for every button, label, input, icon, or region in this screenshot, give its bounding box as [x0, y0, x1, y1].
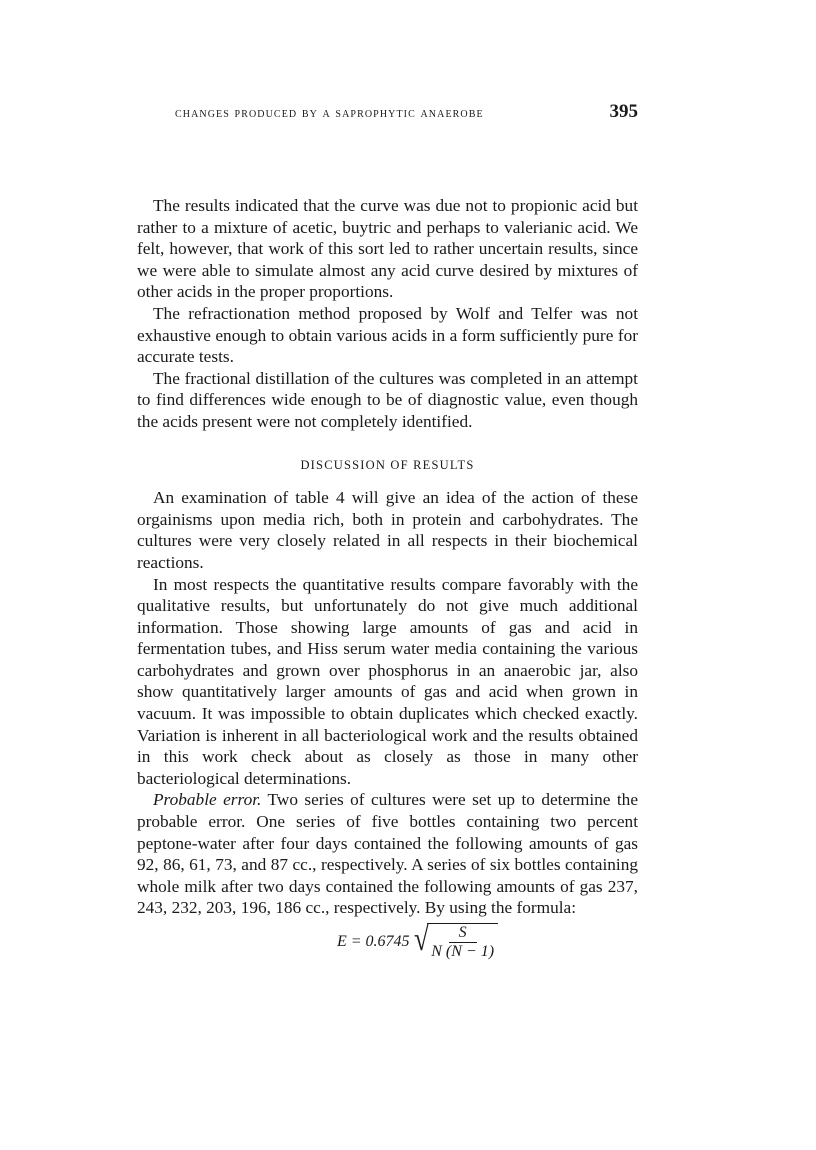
radical-sign-icon: √: [413, 921, 429, 958]
formula-lhs: E = 0.6745: [336, 933, 410, 951]
paragraph-probable-error: [137, 789, 638, 919]
paragraph: The fractional distillation of the cultures was completed in an attempt to find differences wide enough to be of diagnostic value, even though the acids present were not completely identified.: [137, 368, 638, 431]
probable-error-label: Probable error.: [153, 790, 262, 810]
square-root: [412, 923, 498, 961]
body-text: [137, 195, 638, 961]
section-title: DISCUSSION OF RESULTS: [300, 457, 475, 472]
paragraph: The refractionation method proposed by Wolf and Telfer was not exhaustive enough to obtain various acids in a form sufficiently pure for accurate tests.: [137, 303, 638, 367]
paragraph: An examination of table 4 will give an idea of the action of these orgainisms upon media rich, both in protein and carbohydrates. The cultures were very closely related in all respects in their biochemical reactions.: [137, 488, 638, 572]
page-number: 395: [609, 101, 638, 122]
page-header: [175, 101, 638, 123]
probable-error-text: Two series of cultures were set up to determine the probable error. One series of five bottles containing two percent peptone-water after four days contained the following amounts of gas 92, 86, 61, 73, and 87 cc., respectively. A series of six bottles containing whole milk after two days contained the following amounts of gas 237, 243, 232, 203, 196, 186 cc., respectively. By using the formula:: [137, 790, 638, 918]
probable-error-formula: [197, 923, 638, 961]
paragraph: In most respects the quantitative results compare favorably with the qualitative results, but unfortunately do not give much additional information. Those showing large amounts of gas and acid in fermentation tubes, and Hiss serum water media containing the various carbohydrates and grown over phosphorus in an anaerobic jar, also show quantitatively larger amounts of gas and acid when grown in vacuum. It was impossible to obtain duplicates which checked exactly. Variation is inherent in all bacteriological work and the results obtained in this work check about as closely as those in many other bacteriological determinations.: [137, 574, 638, 788]
formula-numerator: S: [449, 924, 477, 943]
running-title: changes produced by a saprophytic anaerobe: [175, 106, 484, 121]
formula-denominator: N (N − 1): [431, 943, 495, 960]
paragraph: The results indicated that the curve was due not to propionic acid but rather to a mixture of acetic, buytric and perhaps to valerianic acid. We felt, however, that work of this sort led to rather uncertain results, since we were able to simulate almost any acid curve desired by mixtures of other acids in the proper proportions.: [137, 196, 638, 302]
formula-fraction: [427, 923, 498, 961]
